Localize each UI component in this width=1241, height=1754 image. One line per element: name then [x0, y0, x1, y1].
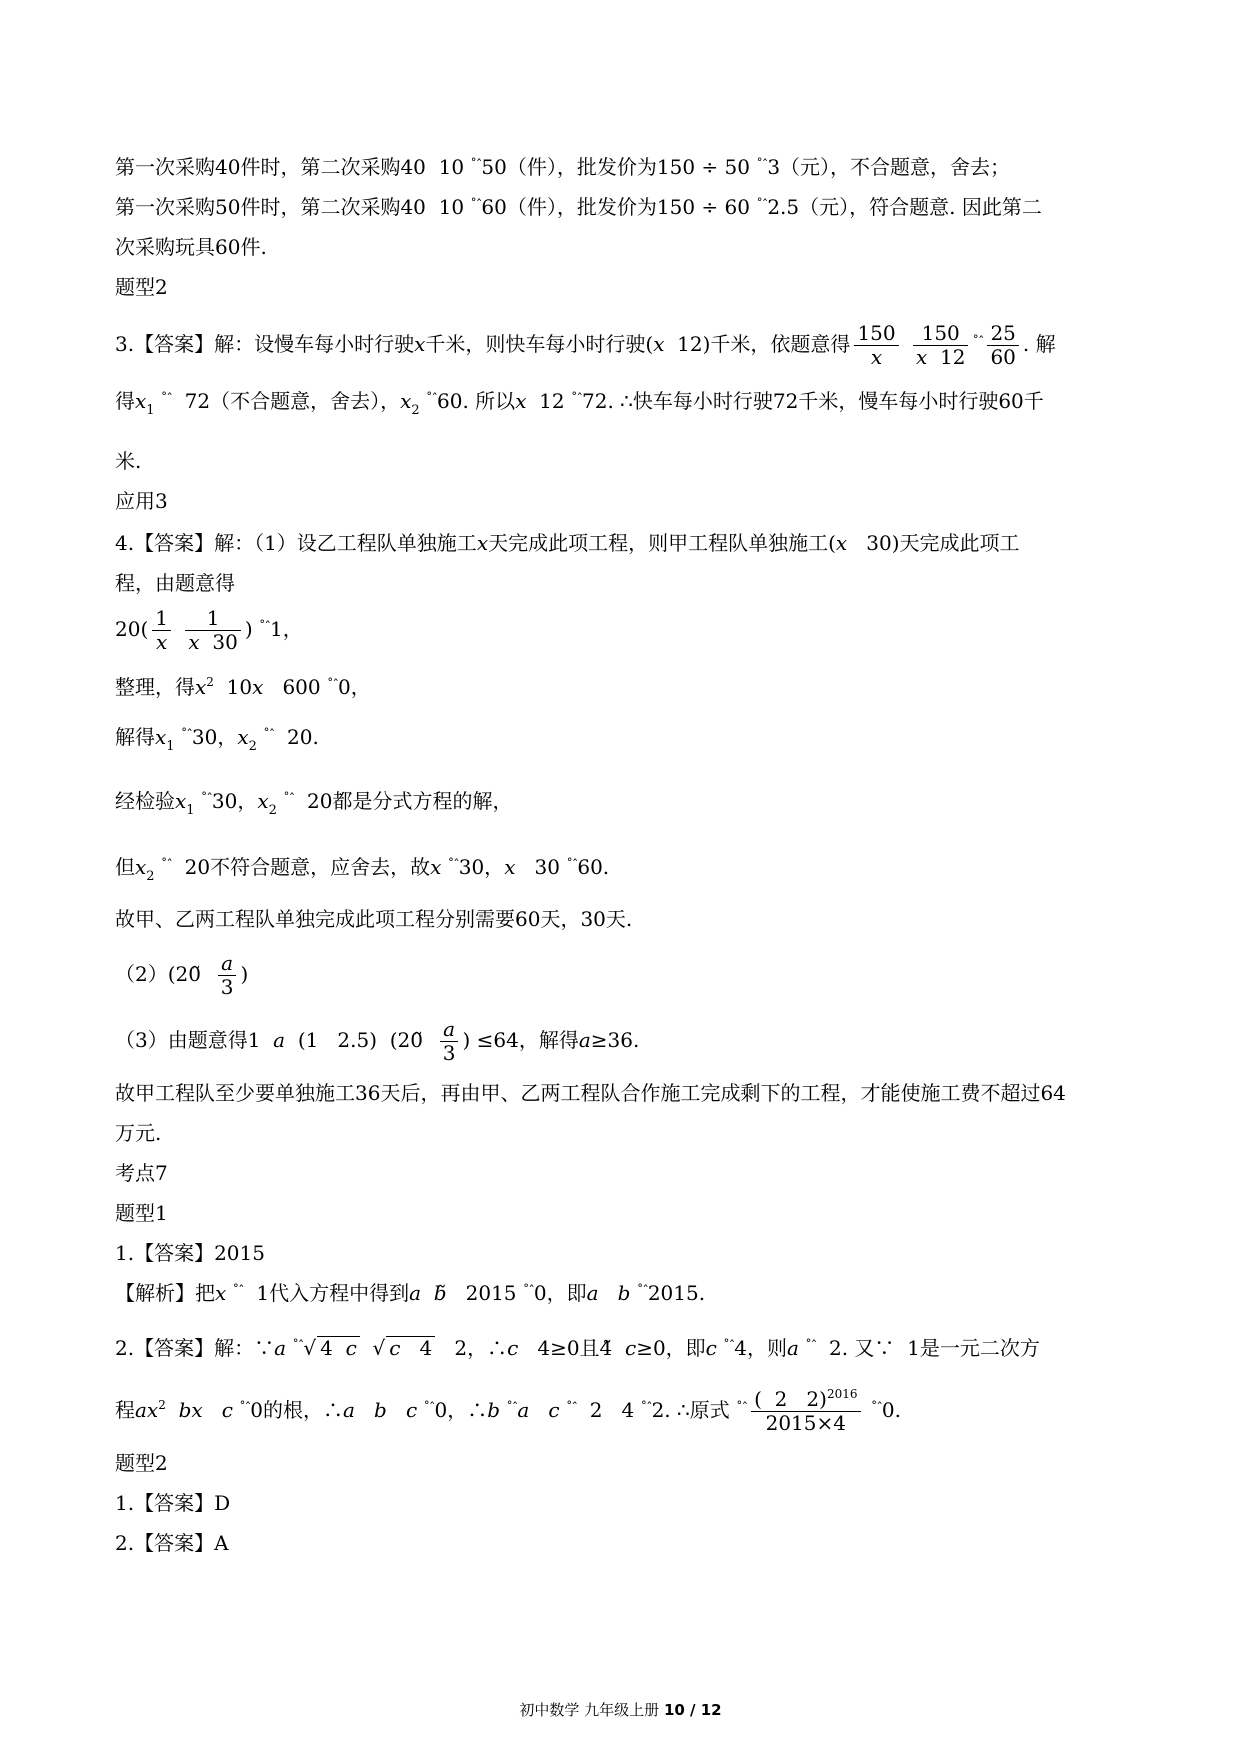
fraction: $\frac{25}{60}$ — [987, 322, 1018, 369]
fraction: $\frac{150}{x 12}$ — [913, 322, 968, 369]
text-line: 经检验$x_1$ $^{˚ˆ}$30，$x_2$ $^{˚ˆ}$ 20都是分式方程的解， — [115, 789, 513, 818]
fraction: $\frac{( 2 2)^{2016}}{2015\times 4}$ — [751, 1388, 860, 1435]
answer-line: 1.【答案】2015 — [115, 1241, 265, 1265]
text-line: 整理，得$x^2$ 10x 600 $^{˚ˆ}$0， — [115, 675, 371, 699]
text-line: 程，由题意得 — [115, 571, 235, 595]
section-heading: 题型1 — [115, 1201, 168, 1225]
text-line: 第一次采购40件时，第二次采购40 10 $^{˚ˆ}$50（件），批发价为150 ÷ 50 $^{˚ˆ}$3（元），不合题意，舍去； — [115, 155, 1011, 179]
footer-text: 初中数学 九年级上册 — [519, 1701, 664, 1719]
text-line: 故甲工程队至少要单独施工36天后，再由甲、乙两工程队合作施工完成剩下的工程，才能使施工费不超过64 — [115, 1081, 1066, 1105]
page-footer — [0, 1699, 1241, 1720]
page-number: 10 / 12 — [663, 1701, 722, 1719]
section-heading: 题型2 — [115, 1451, 168, 1475]
equation: （2）(20̃ $\frac{a}{3}$ ) — [115, 951, 249, 999]
answer-line: 2.【答案】A — [115, 1531, 229, 1555]
text-line: 解得$x_1$ $^{˚ˆ}$30，$x_2$ $^{˚ˆ}$ 20. — [115, 725, 319, 754]
fraction: $\frac{150}{x}$ — [854, 322, 898, 369]
text-line: 次采购玩具60件. — [115, 235, 267, 259]
answer-line: 1.【答案】D — [115, 1491, 231, 1515]
equation: 20( $\frac{1}{x}$ $\frac{1}{x 30}$ ) $^{˚ˆ}$1， — [115, 606, 303, 654]
text-line: 【解析】把x $^{˚ˆ}$ 1代入方程中得到a b̃ 2015 $^{˚ˆ}$0，即a b $^{˚ˆ}$2015. — [115, 1281, 706, 1305]
text-line: 米. — [115, 449, 142, 473]
section-heading: 题型2 — [115, 275, 168, 299]
text-line: 程$ax^2$ bx c $^{˚ˆ}$0的根，∴a b c $^{˚ˆ}$0，∴b $^{˚ˆ}$a c $^{˚ˆ}$ 2 4 $^{˚ˆ}$2. ∴原式 $^{˚ˆ}$ $\frac{( 2 2)^{2016}}{2015\times 4}$ $^{˚ˆ}$0. — [115, 1387, 901, 1435]
text-line: 得$x_1$ $^{˚ˆ}$ 72（不合题意，舍去），$x_2$ $^{˚ˆ}$60. 所以x 12 $^{˚ˆ}$72. ∴快车每小时行驶72千米，慢车每小时行驶60千 — [115, 389, 1044, 418]
text-line: 故甲、乙两工程队单独完成此项工程分别需要60天，30天. — [115, 907, 633, 931]
text-line: （3）由题意得1 a (1 2.5) (20̃ $\frac{a}{3}$ ) ≤64，解得a≥36. — [115, 1017, 640, 1065]
section-heading: 考点7 — [115, 1161, 168, 1185]
text-line: 但$x_2$ $^{˚ˆ}$ 20不符合题意，应舍去，故x $^{˚ˆ}$30，x 30 $^{˚ˆ}$60. — [115, 855, 610, 884]
text-line: 3.【答案】解：设慢车每小时行驶x千米，则快车每小时行驶(x 12)千米，依题意得 $\frac{150}{x}$ $\frac{150}{x 12}$ $^{˚ˆ}$ $\frac{25}{60}$ . 解 — [115, 321, 1056, 369]
section-heading: 应用3 — [115, 489, 168, 513]
text-line: 4.【答案】解：（1）设乙工程队单独施工x天完成此项工程，则甲工程队单独施工(x 30)天完成此项工 — [115, 531, 1020, 555]
text-line: 2.【答案】解：∵a $^{˚ˆ}$√ 4 c √ c 4 2，∴c 4≥0且4̃ c≥0，即c $^{˚ˆ}$4，则a $^{˚ˆ}$ 2. 又∵ 1是一元二次方 — [115, 1336, 1040, 1360]
text-line: 万元. — [115, 1121, 162, 1145]
text-line: 第一次采购50件时，第二次采购40 10 $^{˚ˆ}$60（件），批发价为150 ÷ 60 $^{˚ˆ}$2.5（元），符合题意. 因此第二 — [115, 195, 1042, 219]
